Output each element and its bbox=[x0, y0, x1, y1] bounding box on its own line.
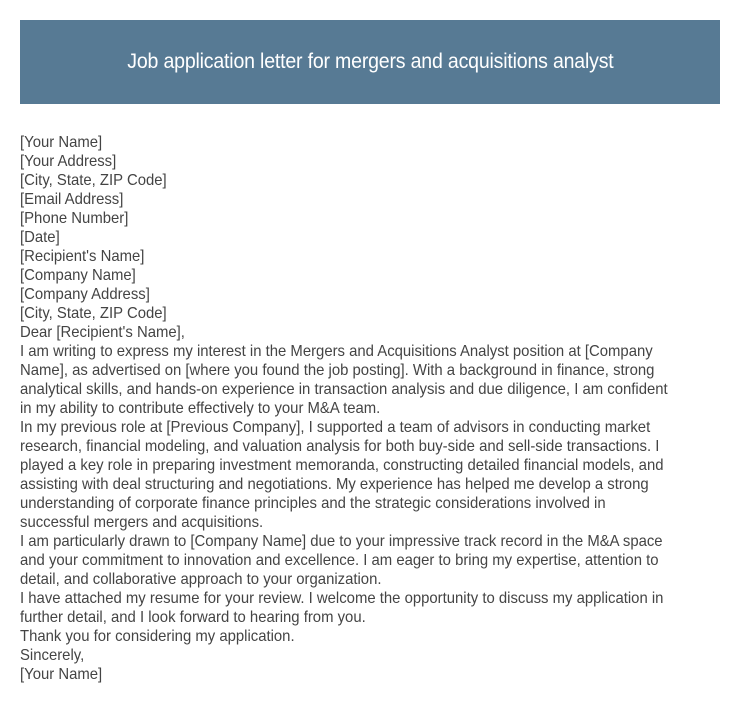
paragraph-line: understanding of corporate finance principles and the strategic considerations involved in bbox=[20, 495, 606, 512]
paragraph-line: and your commitment to innovation and excellence. I am eager to bring my expertise, attention to bbox=[20, 552, 659, 569]
letter-body bbox=[20, 133, 722, 684]
paragraph-resume bbox=[20, 589, 722, 627]
paragraph-line: detail, and collaborative approach to your organization. bbox=[20, 571, 382, 588]
paragraph-thanks bbox=[20, 627, 722, 646]
salutation: Dear [Recipient's Name], bbox=[20, 324, 185, 341]
paragraph-line: in my ability to contribute effectively to your M&A team. bbox=[20, 400, 381, 417]
paragraph-motivation bbox=[20, 532, 722, 589]
paragraph-intro bbox=[20, 342, 722, 418]
recipient-company: [Company Name] bbox=[20, 267, 136, 284]
paragraph-line: I am writing to express my interest in the Mergers and Acquisitions Analyst position at [Company bbox=[20, 343, 653, 360]
sender-email: [Email Address] bbox=[20, 191, 124, 208]
paragraph-line: In my previous role at [Previous Company], I supported a team of advisors in conducting market bbox=[20, 419, 651, 436]
paragraph-line: analytical skills, and hands-on experience in transaction analysis and due diligence, I am confident bbox=[20, 381, 668, 398]
paragraph-line: successful mergers and acquisitions. bbox=[20, 514, 264, 531]
paragraph-line: I am particularly drawn to [Company Name] due to your impressive track record in the M&A space bbox=[20, 533, 663, 550]
paragraph-line: played a key role in preparing investment memoranda, constructing detailed financial models, and bbox=[20, 457, 664, 474]
sender-city-state-zip: [City, State, ZIP Code] bbox=[20, 172, 167, 189]
letter-date: [Date] bbox=[20, 229, 60, 246]
signature: [Your Name] bbox=[20, 666, 103, 683]
recipient-city-state-zip: [City, State, ZIP Code] bbox=[20, 305, 167, 322]
sender-phone: [Phone Number] bbox=[20, 210, 129, 227]
closing: Sincerely, bbox=[20, 647, 85, 664]
sender-name: [Your Name] bbox=[20, 134, 103, 151]
paragraph-line: research, financial modeling, and valuation analysis for both buy-side and sell-side transactions. I bbox=[20, 438, 660, 455]
page-header bbox=[20, 20, 720, 104]
paragraph-line: I have attached my resume for your review. I welcome the opportunity to discuss my application in bbox=[20, 590, 664, 607]
recipient-address: [Company Address] bbox=[20, 286, 150, 303]
paragraph-line: further detail, and I look forward to hearing from you. bbox=[20, 609, 366, 626]
sender-address: [Your Address] bbox=[20, 153, 117, 170]
paragraph-line: Name], as advertised on [where you found the job posting]. With a background in finance, strong bbox=[20, 362, 655, 379]
paragraph-line: Thank you for considering my application. bbox=[20, 628, 295, 645]
page-title: Job application letter for mergers and acquisitions analyst bbox=[126, 50, 614, 73]
paragraph-experience bbox=[20, 418, 722, 532]
paragraph-line: assisting with deal structuring and negotiations. My experience has helped me develop a strong bbox=[20, 476, 649, 493]
recipient-name: [Recipient's Name] bbox=[20, 248, 145, 265]
